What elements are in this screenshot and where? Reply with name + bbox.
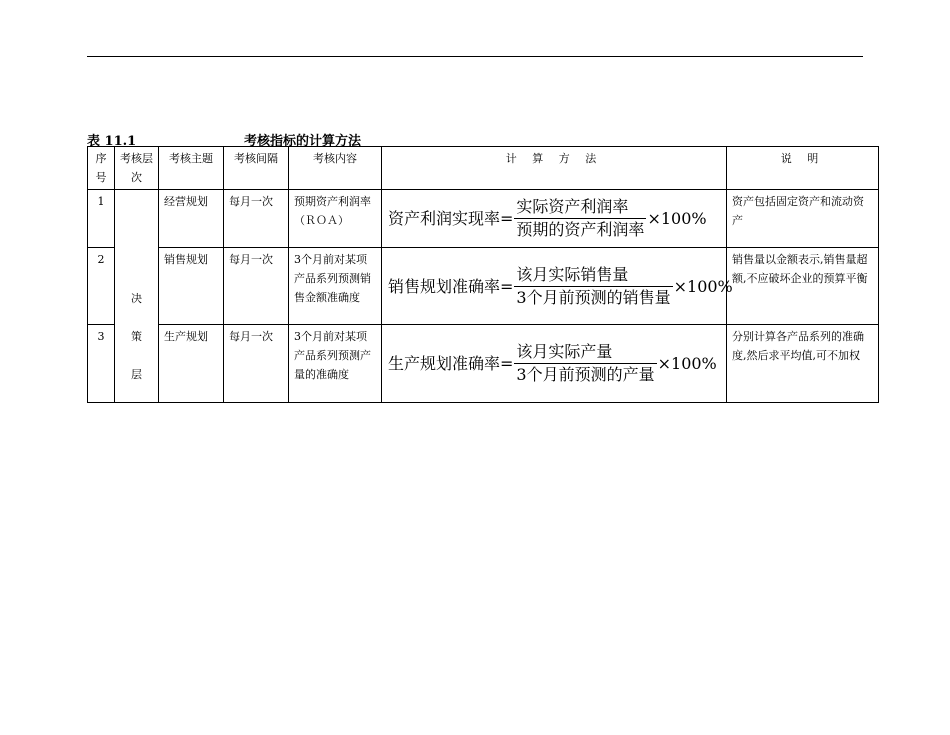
header-rule xyxy=(87,56,863,57)
row-note: 销售量以金额表示,销售量超额,不应破坏企业的预算平衡 xyxy=(727,248,879,325)
row-content: 3个月前对某项产品系列预测产量的准确度 xyxy=(289,325,382,403)
row-theme: 生产规划 xyxy=(159,325,224,403)
times-sign: × xyxy=(647,209,661,228)
fraction-numerator: 该月实际销售量 xyxy=(516,264,629,284)
header-method-label: 计 算 方 法 xyxy=(505,152,603,165)
tier-char: 决 xyxy=(131,292,142,305)
row-content: 3个月前对某项产品系列预测销售金额准确度 xyxy=(289,248,382,325)
row-formula xyxy=(382,190,727,248)
row-note: 资产包括固定资产和流动资产 xyxy=(727,190,879,248)
row-interval: 每月一次 xyxy=(224,325,289,403)
equals-sign: = xyxy=(500,354,514,373)
fraction-numerator: 实际资产利润率 xyxy=(516,197,629,216)
formula-lhs: 资产利润实现率 xyxy=(388,209,501,228)
header-note xyxy=(727,147,879,190)
formula-lhs: 生产规划准确率 xyxy=(388,354,501,373)
formula-percent: 100% xyxy=(660,209,707,228)
fraction-denominator: 3个月前预测的产量 xyxy=(516,365,655,384)
row-interval: 每月一次 xyxy=(224,190,289,248)
row-note: 分别计算各产品系列的准确度,然后求平均值,可不加权 xyxy=(727,325,879,403)
formula-percent: 100% xyxy=(671,354,717,373)
times-sign: × xyxy=(673,276,688,296)
table-row xyxy=(88,325,879,403)
row-formula xyxy=(382,325,727,403)
row-theme: 销售规划 xyxy=(159,248,224,325)
row-formula xyxy=(382,248,733,325)
table-title: 考核指标的计算方法 xyxy=(244,134,362,149)
fraction-denominator: 预期的资产利润率 xyxy=(516,220,645,239)
formula-lhs: 销售规划准确率 xyxy=(388,276,501,296)
row-seq: 1 xyxy=(88,190,115,248)
header-theme: 考核主题 xyxy=(159,147,224,190)
header-method xyxy=(382,147,727,190)
header-interval: 考核间隔 xyxy=(224,147,289,190)
header-note-label: 说 明 xyxy=(780,152,825,165)
fraction xyxy=(514,341,656,386)
header-seq: 序号 xyxy=(88,147,115,190)
row-seq: 2 xyxy=(88,248,115,325)
table-row xyxy=(88,190,879,248)
row-interval: 每月一次 xyxy=(224,248,289,325)
header-tier: 考核层次 xyxy=(115,147,159,190)
fraction xyxy=(514,264,672,309)
formula-percent: 100% xyxy=(687,276,733,296)
row-content: 预期资产利润率（ＲＯＡ） xyxy=(289,190,382,248)
row-seq: 3 xyxy=(88,325,115,403)
tier-cell xyxy=(115,190,159,403)
table-row xyxy=(88,248,879,325)
times-sign: × xyxy=(657,354,672,373)
header-row xyxy=(88,147,879,190)
equals-sign: = xyxy=(500,276,514,296)
tier-char: 策 xyxy=(131,330,142,343)
equals-sign: = xyxy=(500,209,514,228)
fraction-numerator: 该月实际产量 xyxy=(516,342,613,361)
header-content: 考核内容 xyxy=(289,147,382,190)
table-number: 表 11.1 xyxy=(87,134,137,149)
fraction xyxy=(514,196,646,241)
fraction-denominator: 3个月前预测的销售量 xyxy=(516,287,671,307)
row-theme: 经营规划 xyxy=(159,190,224,248)
tier-char: 层 xyxy=(131,368,142,381)
assessment-table xyxy=(87,146,879,403)
